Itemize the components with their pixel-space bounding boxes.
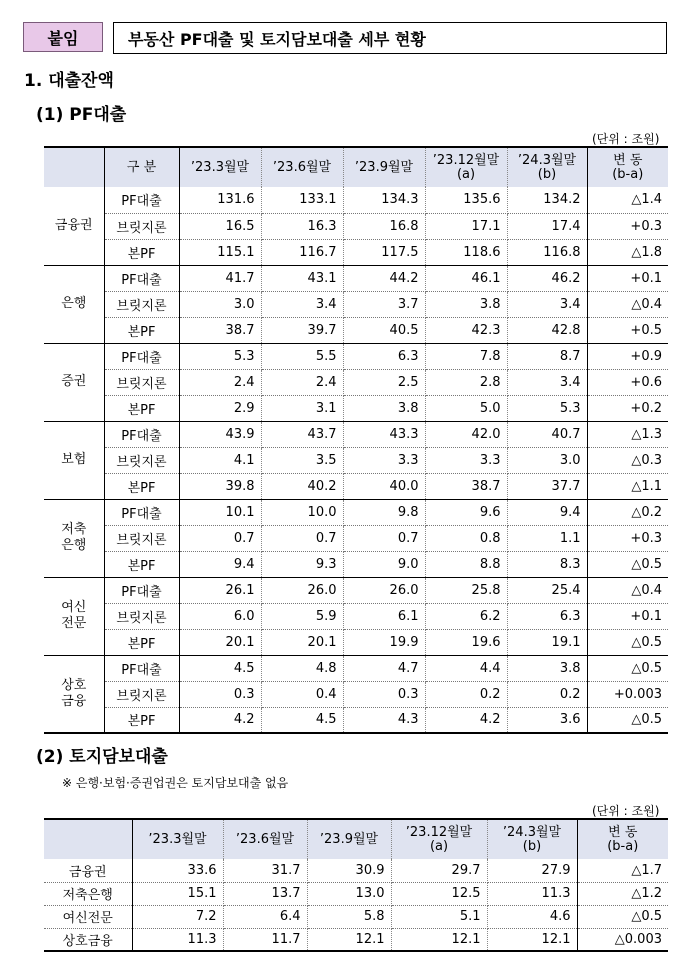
- row-item: PF대출: [104, 421, 179, 447]
- header-23-3: [179, 147, 261, 187]
- cell-value: 0.3: [343, 681, 425, 707]
- cell-value: 5.3: [507, 395, 587, 421]
- table-row: [44, 369, 668, 395]
- cell-value: 10.1: [179, 499, 261, 525]
- cell-value: 0.8: [425, 525, 507, 551]
- land-header-row: [44, 819, 668, 859]
- group-name: 보험: [44, 421, 104, 499]
- cell-value: △1.3: [587, 421, 668, 447]
- cell-value: +0.5: [587, 317, 668, 343]
- table-row: [44, 525, 668, 551]
- cell-value: 6.3: [507, 603, 587, 629]
- cell-value: 8.7: [507, 343, 587, 369]
- cell-value: 5.0: [425, 395, 507, 421]
- cell-value: 43.3: [343, 421, 425, 447]
- cell-value: 0.4: [261, 681, 343, 707]
- cell-value: 38.7: [425, 473, 507, 499]
- land-note: ※ 은행·보험·증권업권은 토지담보대출 없음: [62, 776, 289, 790]
- row-item: PF대출: [104, 499, 179, 525]
- cell-value: △0.3: [587, 447, 668, 473]
- cell-value: 0.7: [179, 525, 261, 551]
- cell-value: 4.3: [343, 707, 425, 733]
- annex-title: [113, 22, 667, 54]
- row-item: 본PF: [104, 317, 179, 343]
- cell-value: 0.2: [425, 681, 507, 707]
- group-name: 증권: [44, 343, 104, 421]
- row-item: 본PF: [104, 239, 179, 265]
- annex-title-text: 부동산 PF대출 및 토지담보대출 세부 현황: [128, 29, 426, 49]
- table-row: [44, 882, 668, 905]
- table-row: [44, 447, 668, 473]
- header-23-9: [307, 819, 391, 859]
- cell-value: △0.5: [587, 655, 668, 681]
- cell-value: 118.6: [425, 239, 507, 265]
- cell-value: 9.4: [179, 551, 261, 577]
- cell-value: 26.0: [261, 577, 343, 603]
- cell-value: 25.4: [507, 577, 587, 603]
- cell-value: △0.003: [614, 931, 662, 947]
- cell-value: 39.8: [179, 473, 261, 499]
- header-change: [577, 819, 668, 859]
- header-label: ’24.3월말 (b): [517, 152, 577, 182]
- cell-value: △1.1: [587, 473, 668, 499]
- cell-value: △0.5: [587, 551, 668, 577]
- header-label: ’23.3월말: [190, 159, 250, 175]
- cell-value: 2.9: [179, 395, 261, 421]
- cell-value: 13.0: [307, 882, 391, 905]
- cell-value: 3.0: [507, 447, 587, 473]
- cell-value: 16.5: [179, 213, 261, 239]
- group-name: 상호 금융: [44, 655, 104, 733]
- header-label: 변 동 (b-a): [612, 152, 644, 182]
- cell-value: +0.6: [587, 369, 668, 395]
- header-23-6: [261, 147, 343, 187]
- table-row: [44, 473, 668, 499]
- cell-value: +0.2: [587, 395, 668, 421]
- table-row: [44, 603, 668, 629]
- header-label: ’23.3월말: [148, 831, 207, 847]
- cell-value: △1.4: [587, 187, 668, 213]
- cell-value: 29.7: [391, 859, 487, 882]
- header-label: 구 분: [126, 159, 157, 175]
- cell-value: +0.3: [587, 213, 668, 239]
- table-row: [44, 317, 668, 343]
- cell-value: 134.2: [507, 187, 587, 213]
- cell-value: 4.4: [425, 655, 507, 681]
- cell-value: △0.5: [587, 707, 668, 733]
- cell-value: 0.3: [179, 681, 261, 707]
- row-item: 브릿지론: [104, 525, 179, 551]
- header-label: ’23.9월말: [319, 831, 379, 847]
- table-row: [44, 395, 668, 421]
- cell-value: 10.0: [261, 499, 343, 525]
- cell-value: △1.7: [577, 859, 668, 882]
- pf-loan-table: [44, 146, 668, 734]
- cell-value: 3.1: [261, 395, 343, 421]
- cell-value: 42.0: [425, 421, 507, 447]
- header-23-12: [425, 147, 507, 187]
- cell-value: 4.1: [179, 447, 261, 473]
- row-item: 본PF: [104, 395, 179, 421]
- cell-value: 4.2: [179, 707, 261, 733]
- table-row: [44, 187, 668, 213]
- cell-value: 43.7: [261, 421, 343, 447]
- land-loan-table: [44, 818, 668, 952]
- cell-value: 11.3: [132, 928, 223, 951]
- cell-value: 12.1: [391, 928, 487, 951]
- cell-value: 116.8: [507, 239, 587, 265]
- row-name: 여신전문: [44, 905, 132, 928]
- cell-value: 9.3: [261, 551, 343, 577]
- cell-value: 5.9: [261, 603, 343, 629]
- cell-value: 8.8: [425, 551, 507, 577]
- cell-value: 3.4: [507, 291, 587, 317]
- row-name: 상호금융: [44, 928, 132, 951]
- cell-value: 30.9: [307, 859, 391, 882]
- row-item: PF대출: [104, 187, 179, 213]
- row-item: 본PF: [104, 473, 179, 499]
- cell-value: 9.0: [343, 551, 425, 577]
- cell-value: 26.1: [179, 577, 261, 603]
- header-blank: [44, 147, 104, 187]
- table-row: [44, 213, 668, 239]
- cell-value: +0.3: [587, 525, 668, 551]
- cell-value: 133.1: [261, 187, 343, 213]
- row-item: 브릿지론: [104, 681, 179, 707]
- cell-value: 3.5: [261, 447, 343, 473]
- header-23-12: [391, 819, 487, 859]
- cell-value: 3.8: [507, 655, 587, 681]
- cell-value: 40.7: [507, 421, 587, 447]
- cell-value: 2.4: [179, 369, 261, 395]
- cell-value: △1.8: [587, 239, 668, 265]
- cell-value: 40.5: [343, 317, 425, 343]
- cell-value: 1.1: [507, 525, 587, 551]
- cell-value: △1.2: [577, 882, 668, 905]
- header-23-3: [132, 819, 223, 859]
- row-item: PF대출: [104, 265, 179, 291]
- table-row: [44, 905, 668, 928]
- cell-value: 12.1: [307, 928, 391, 951]
- header-change: [587, 147, 668, 187]
- cell-value: 4.6: [487, 905, 577, 928]
- header-label: ’23.9월말: [354, 159, 414, 175]
- cell-value: 3.8: [425, 291, 507, 317]
- header-label: 변 동 (b-a): [607, 824, 639, 854]
- cell-value: 12.1: [487, 928, 577, 951]
- table-row: [44, 343, 668, 369]
- table-row: [44, 265, 668, 291]
- pf-header-row: [44, 147, 668, 187]
- table-row: [44, 928, 668, 951]
- cell-value: 7.2: [132, 905, 223, 928]
- cell-value: 3.8: [343, 395, 425, 421]
- cell-value: 12.5: [391, 882, 487, 905]
- cell-value: 37.7: [507, 473, 587, 499]
- cell-value: +0.9: [587, 343, 668, 369]
- cell-value: 3.3: [425, 447, 507, 473]
- cell-value: 44.2: [343, 265, 425, 291]
- cell-value: 38.7: [179, 317, 261, 343]
- cell-value: 0.7: [261, 525, 343, 551]
- cell-value: 13.7: [223, 882, 307, 905]
- pf-subtitle: (1) PF대출: [36, 105, 127, 125]
- cell-value: 2.4: [261, 369, 343, 395]
- cell-value: 4.7: [343, 655, 425, 681]
- header-label: ’23.12월말 (a): [405, 824, 473, 854]
- table-row: [44, 239, 668, 265]
- cell-value: 117.5: [343, 239, 425, 265]
- cell-value: △0.5: [587, 629, 668, 655]
- header-24-3: [507, 147, 587, 187]
- table-row: [44, 577, 668, 603]
- table-row: [44, 421, 668, 447]
- cell-value: 43.9: [179, 421, 261, 447]
- cell-value: 19.6: [425, 629, 507, 655]
- cell-value: 3.7: [343, 291, 425, 317]
- cell-value: 9.4: [507, 499, 587, 525]
- cell-value: 4.2: [425, 707, 507, 733]
- header-blank: [44, 819, 132, 859]
- table-row: [44, 499, 668, 525]
- group-name: 저축 은행: [44, 499, 104, 577]
- cell-value: +0.1: [587, 603, 668, 629]
- section-title: 1. 대출잔액: [24, 71, 114, 91]
- header-label: ’24.3월말 (b): [502, 824, 562, 854]
- cell-value: 17.4: [507, 213, 587, 239]
- cell-value: 39.7: [261, 317, 343, 343]
- cell-value: 33.6: [132, 859, 223, 882]
- land-subtitle: (2) 토지담보대출: [36, 747, 168, 767]
- row-item: PF대출: [104, 343, 179, 369]
- cell-value: 17.1: [425, 213, 507, 239]
- cell-value: 41.7: [179, 265, 261, 291]
- cell-value: 4.5: [179, 655, 261, 681]
- cell-value: +0.1: [587, 265, 668, 291]
- cell-value: 16.3: [261, 213, 343, 239]
- cell-value: 15.1: [132, 882, 223, 905]
- table-row: [44, 859, 668, 882]
- cell-value: 6.0: [179, 603, 261, 629]
- table-row: [44, 291, 668, 317]
- cell-value: 134.3: [343, 187, 425, 213]
- cell-value: 7.8: [425, 343, 507, 369]
- cell-value: 11.3: [487, 882, 577, 905]
- cell-value: 19.9: [343, 629, 425, 655]
- group-name: 은행: [44, 265, 104, 343]
- cell-value: 5.1: [391, 905, 487, 928]
- cell-value: 0.2: [507, 681, 587, 707]
- cell-value: 3.4: [261, 291, 343, 317]
- cell-value: 46.2: [507, 265, 587, 291]
- cell-value: 131.6: [179, 187, 261, 213]
- cell-value: +0.003: [587, 681, 668, 707]
- cell-value: 46.1: [425, 265, 507, 291]
- row-item: 브릿지론: [104, 291, 179, 317]
- group-name: 여신 전문: [44, 577, 104, 655]
- cell-value: 3.3: [343, 447, 425, 473]
- row-name: 금융권: [44, 859, 132, 882]
- cell-value: 2.8: [425, 369, 507, 395]
- cell-value: 3.4: [507, 369, 587, 395]
- table-row: [44, 551, 668, 577]
- cell-value: △0.4: [587, 577, 668, 603]
- annex-badge-label: 붙임: [47, 28, 79, 48]
- cell-value: 4.5: [261, 707, 343, 733]
- cell-value: 20.1: [179, 629, 261, 655]
- cell-value: 6.3: [343, 343, 425, 369]
- cell-value: 43.1: [261, 265, 343, 291]
- cell-value: 19.1: [507, 629, 587, 655]
- header-label: ’23.12월말 (a): [432, 152, 500, 182]
- table-row: [44, 707, 668, 733]
- cell-value: △0.2: [587, 499, 668, 525]
- cell-value: 2.5: [343, 369, 425, 395]
- cell-value: 115.1: [179, 239, 261, 265]
- cell-value: 9.6: [425, 499, 507, 525]
- cell-value: 11.7: [223, 928, 307, 951]
- cell-value: 25.8: [425, 577, 507, 603]
- cell-value: 40.0: [343, 473, 425, 499]
- cell-value: 5.8: [307, 905, 391, 928]
- annex-badge: [23, 22, 103, 52]
- land-unit: (단위 : 조원): [592, 804, 660, 818]
- row-item: 브릿지론: [104, 369, 179, 395]
- cell-value: 27.9: [487, 859, 577, 882]
- cell-value: 31.7: [223, 859, 307, 882]
- header-category: [104, 147, 179, 187]
- row-item: PF대출: [104, 577, 179, 603]
- cell-value: 3.6: [507, 707, 587, 733]
- row-item: 브릿지론: [104, 213, 179, 239]
- header-23-9: [343, 147, 425, 187]
- row-item: 본PF: [104, 629, 179, 655]
- table-row: [44, 629, 668, 655]
- cell-value: 42.8: [507, 317, 587, 343]
- cell-value: 40.2: [261, 473, 343, 499]
- pf-unit: (단위 : 조원): [592, 132, 660, 146]
- cell-value: 6.2: [425, 603, 507, 629]
- cell-value: 3.0: [179, 291, 261, 317]
- cell-value: 8.3: [507, 551, 587, 577]
- cell-value: 26.0: [343, 577, 425, 603]
- cell-value: 20.1: [261, 629, 343, 655]
- cell-value: 116.7: [261, 239, 343, 265]
- cell-value: 4.8: [261, 655, 343, 681]
- row-item: PF대출: [104, 655, 179, 681]
- cell-value: 16.8: [343, 213, 425, 239]
- row-item: 브릿지론: [104, 603, 179, 629]
- row-item: 본PF: [104, 707, 179, 733]
- row-item: 브릿지론: [104, 447, 179, 473]
- group-name: 금융권: [44, 187, 104, 265]
- cell-value: 135.6: [425, 187, 507, 213]
- cell-value: 5.3: [179, 343, 261, 369]
- row-name: 저축은행: [44, 882, 132, 905]
- cell-value: △0.5: [577, 905, 668, 928]
- header-23-6: [223, 819, 307, 859]
- cell-value: 6.4: [223, 905, 307, 928]
- table-row: [44, 655, 668, 681]
- cell-value: 6.1: [343, 603, 425, 629]
- cell-value: 5.5: [261, 343, 343, 369]
- cell-value: 0.7: [343, 525, 425, 551]
- header-label: ’23.6월말: [235, 831, 295, 847]
- cell-value: 9.8: [343, 499, 425, 525]
- cell-value: 42.3: [425, 317, 507, 343]
- header-24-3: [487, 819, 577, 859]
- cell-value: △0.4: [587, 291, 668, 317]
- row-item: 본PF: [104, 551, 179, 577]
- header-label: ’23.6월말: [272, 159, 332, 175]
- table-row: [44, 681, 668, 707]
